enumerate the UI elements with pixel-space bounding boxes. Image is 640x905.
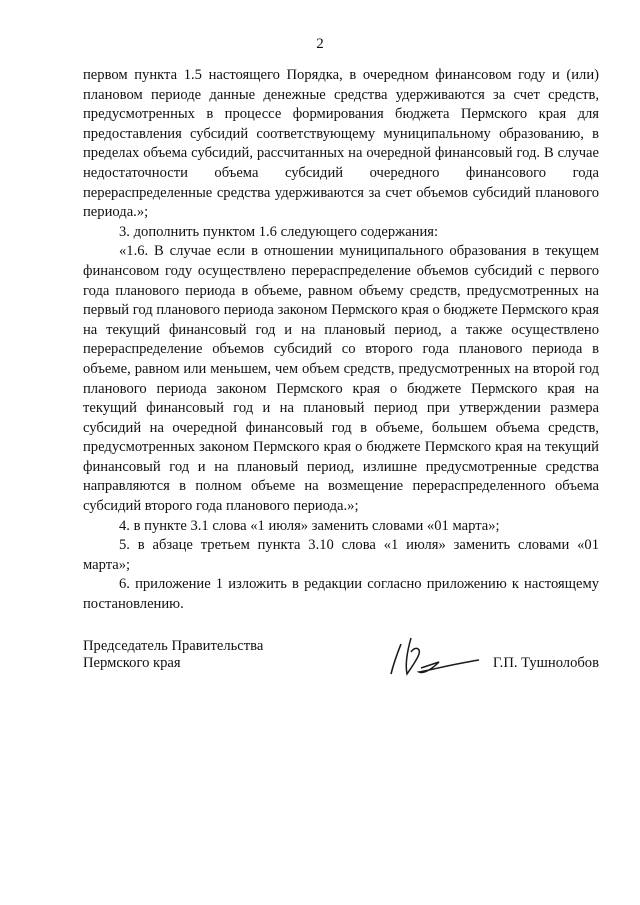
signatory-name: Г.П. Тушнолобов — [492, 655, 599, 671]
paragraph-item-5: 5. в абзаце третьем пункта 3.10 слова «1 июля» заменить словами «01 марта»; — [83, 537, 599, 573]
paragraph-continuation: первом пункта 1.5 настоящего Порядка, в очередном финансовом году и (или) плановом периоде данные денежные средства удерживаются за счет средств, предусмотренных в процессе формирования бюджета Пермского края для предоставления субсидий соответствующему муниципальному образованию, в пределах объема субсидий, рассчитанных на очередной финансовый год. В случае недостаточности объема субсидий очередного финансового года перераспределенные средства удерживаются за счет объемов субсидий планового периода.»; — [83, 67, 599, 221]
signatory-position — [83, 638, 263, 672]
position-line-2: Пермского края — [83, 655, 181, 671]
position-line-1: Председатель Правительства — [83, 638, 264, 654]
paragraph-item-3: 3. дополнить пунктом 1.6 следующего содержания: — [119, 223, 439, 240]
paragraph-clause-1-6: «1.6. В случае если в отношении муниципального образования в текущем финансовом году осуществлено перераспределение объемов субсидий с первого года планового периода в объеме, равном объему средств, предусмотренных на первый год планового периода законом Пермского края о бюджете Пермского края на текущий финансовый год и на плановый период, а также осуществлено перераспределение объемов субсидий со второго года планового периода в объеме, равном или меньшем, чем объем средств, предусмотренных на второй год планового периода законом Пермского края о бюджете Пермского края на текущий финансовый год и на плановый период при утверждении размера субсидий на очередной финансовый год в объеме, большем объема средств, предусмотренных законом Пермского края о бюджете Пермского края на текущий финансовый год и на плановый период, излишне предусмотренные средства направляются в полном объеме на возмещение перераспределенного объема субсидий второго года планового периода.»; — [83, 243, 599, 515]
document-body — [83, 66, 599, 615]
page-number: 2 — [316, 36, 324, 52]
handwritten-signature — [383, 624, 483, 680]
signature-block — [83, 638, 599, 698]
paragraph-item-6: 6. приложение 1 изложить в редакции согласно приложению к настоящему постановлению. — [83, 576, 599, 613]
paragraph-item-4: 4. в пункте 3.1 слова «1 июля» заменить словами «01 марта»; — [119, 517, 500, 534]
